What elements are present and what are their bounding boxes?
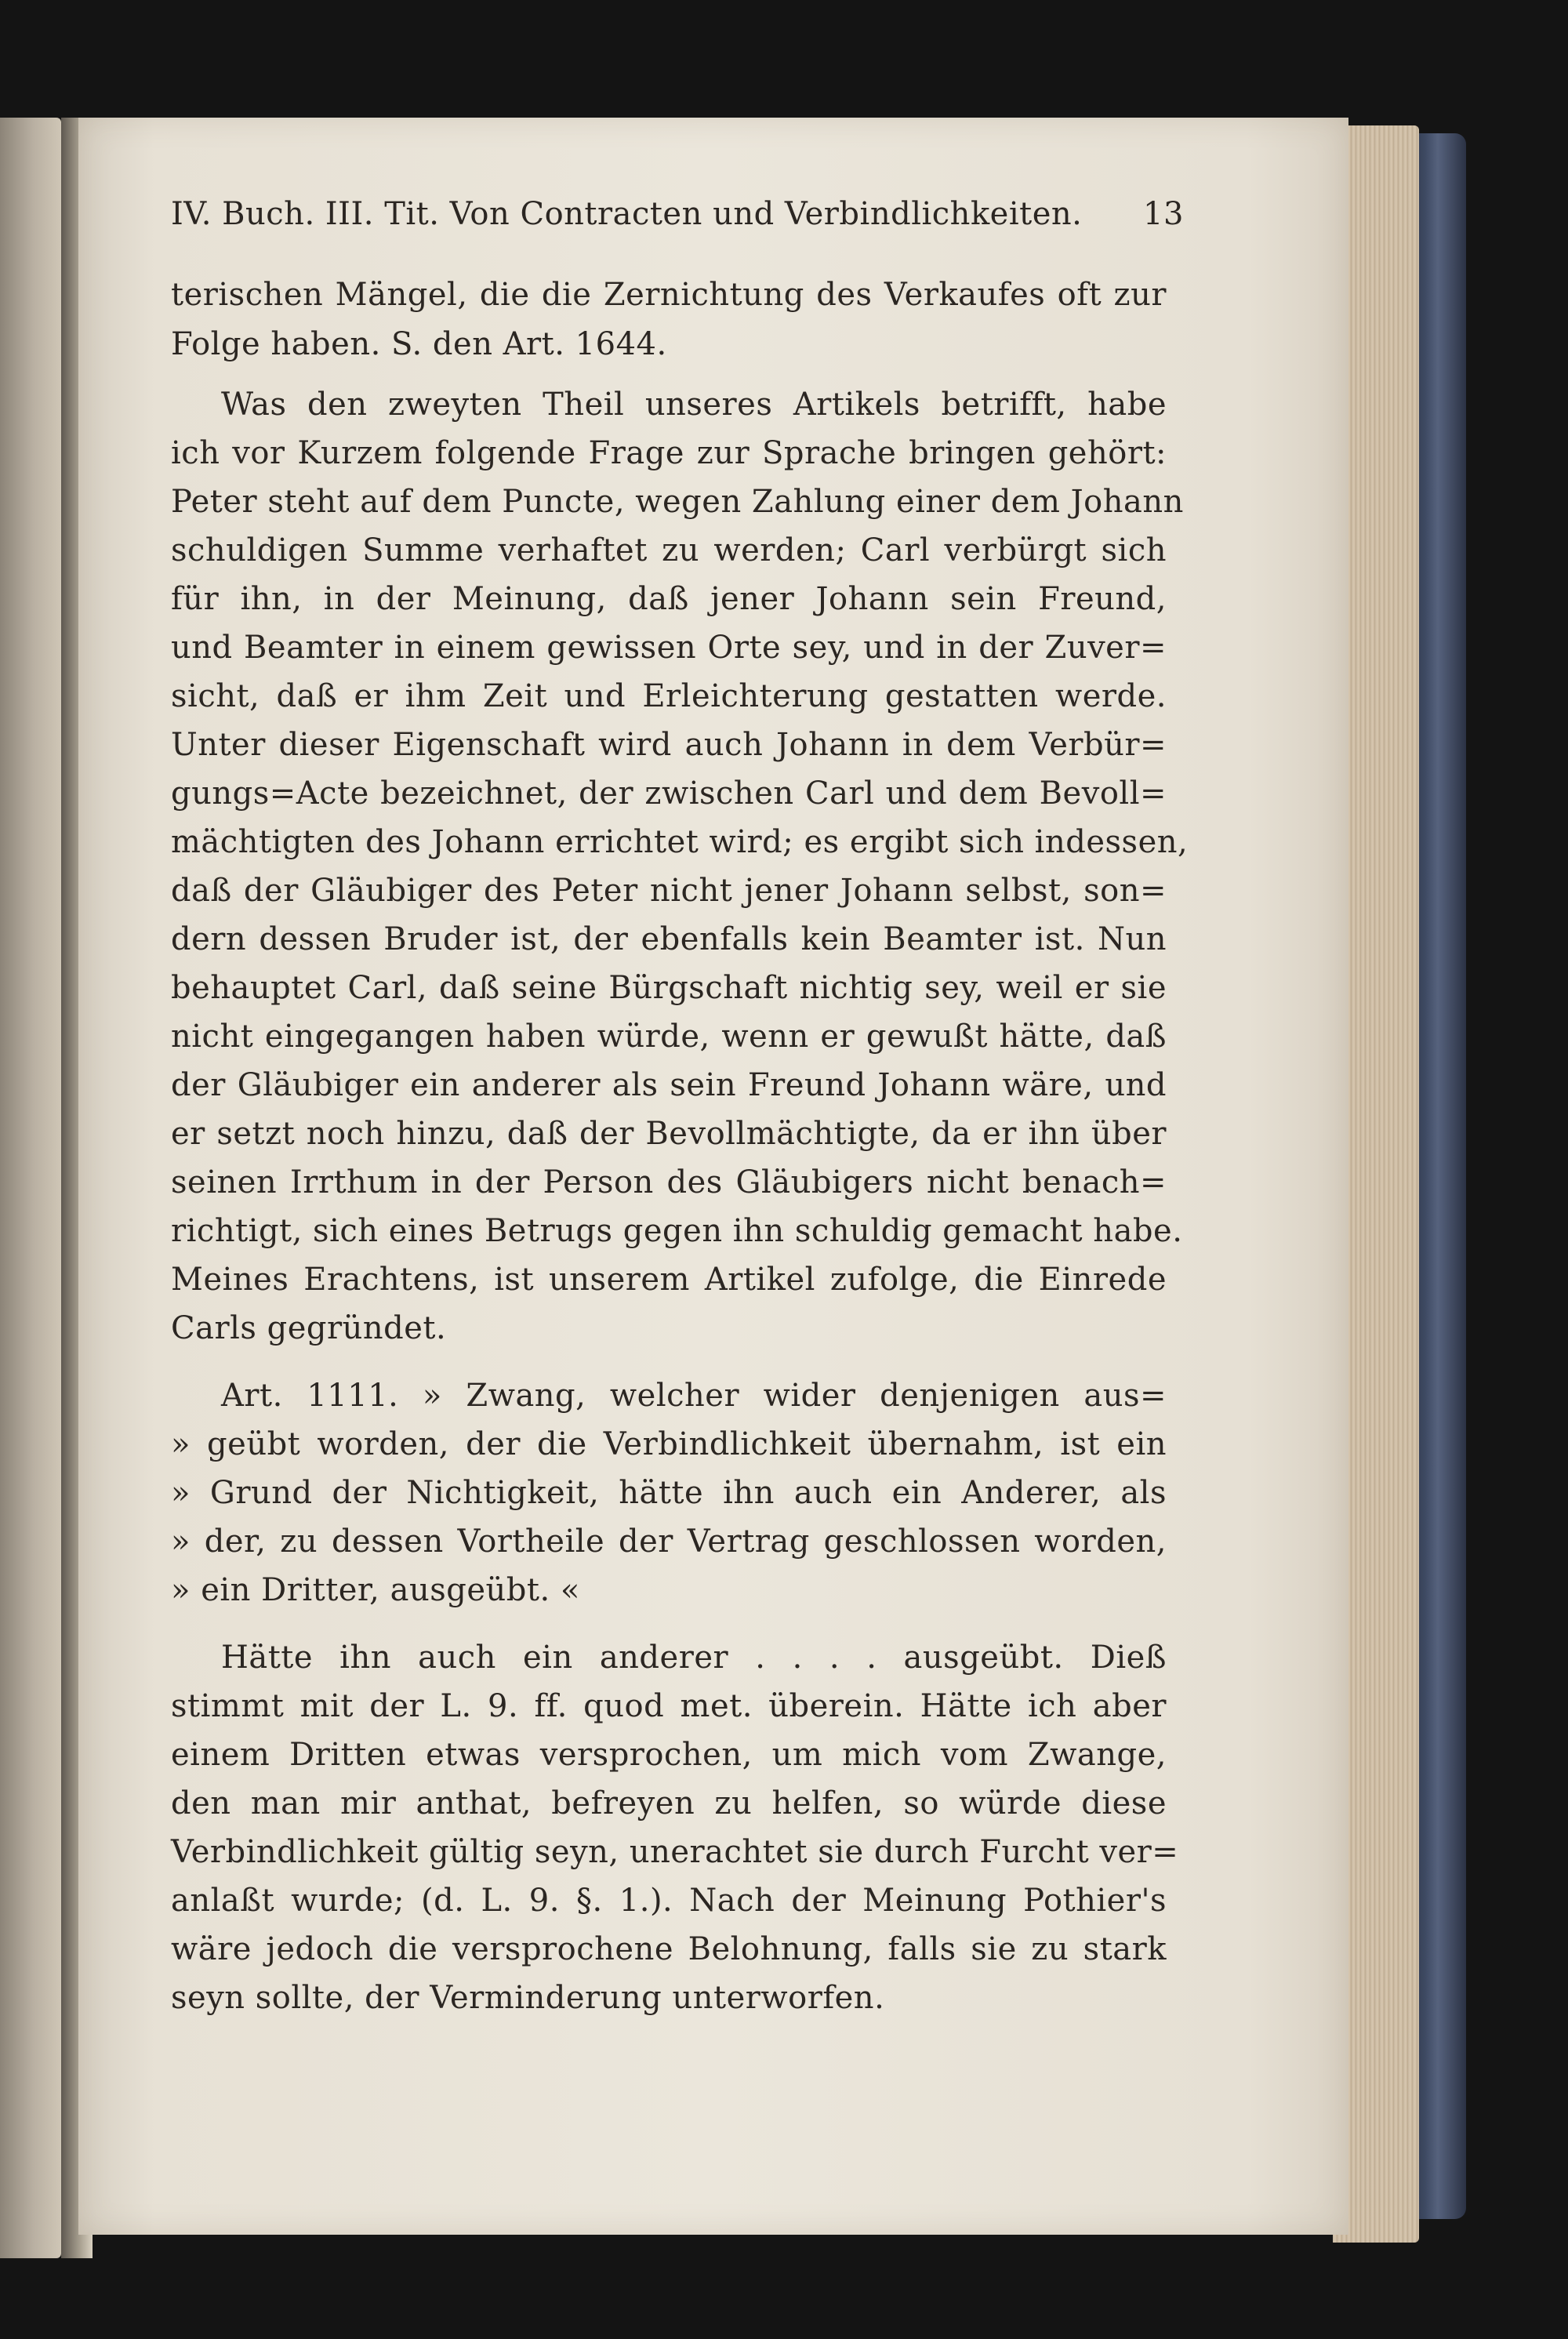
text-line: einem Dritten etwas versprochen, um mich vom Zwange,	[171, 1737, 1167, 1773]
text-line: mächtigten des Johann errichtet wird; es ergibt sich indessen,	[171, 824, 1189, 860]
text-line: schuldigen Summe verhaftet zu werden; Carl verbürgt sich	[171, 532, 1167, 568]
text-line: er setzt noch hinzu, daß der Bevollmächtigte, da er ihn über	[171, 1116, 1167, 1152]
text-line: seinen Irrthum in der Person des Gläubigers nicht benach=	[171, 1164, 1167, 1200]
text-line: richtigt, sich eines Betrugs gegen ihn schuldig gemacht habe.	[171, 1213, 1183, 1249]
header-title: IV. Buch. III. Tit. Von Contracten und Verbindlichkeiten.	[171, 196, 1083, 232]
text-line: den man mir anthat, befreyen zu helfen, so würde diese	[171, 1785, 1167, 1821]
text-line: » ein Dritter, ausgeübt. «	[171, 1572, 580, 1608]
text-line: Verbindlichkeit gültig seyn, unerachtet sie durch Furcht ver=	[171, 1834, 1179, 1870]
text-line: anlaßt wurde; (d. L. 9. §. 1.). Nach der Meinung Pothier's	[171, 1883, 1167, 1919]
text-line: Hätte ihn auch ein anderer . . . . ausgeübt. Dieß	[221, 1640, 1167, 1676]
text-line: Meines Erachtens, ist unserem Artikel zufolge, die Einrede	[171, 1262, 1167, 1298]
page-number: 13	[1143, 196, 1184, 232]
text-line: daß der Gläubiger des Peter nicht jener Johann selbst, son=	[171, 873, 1167, 909]
text-line: wäre jedoch die versprochene Belohnung, falls sie zu stark	[171, 1931, 1167, 1967]
running-header	[171, 196, 1190, 232]
text-line: » geübt worden, der die Verbindlichkeit übernahm, ist ein	[171, 1426, 1167, 1462]
article-heading-line: Art. 1111. » Zwang, welcher wider denjenigen aus=	[221, 1378, 1167, 1414]
text-line: Folge haben. S. den Art. 1644.	[171, 326, 667, 362]
text-line: terischen Mängel, die die Zernichtung des Verkaufes oft zur	[171, 277, 1167, 313]
text-line: » Grund der Nichtigkeit, hätte ihn auch ein Anderer, als	[171, 1475, 1167, 1511]
text-line: behauptet Carl, daß seine Bürgschaft nichtig sey, weil er sie	[171, 970, 1167, 1006]
text-line: gungs=Acte bezeichnet, der zwischen Carl und dem Bevoll=	[171, 775, 1167, 812]
text-line: für ihn, in der Meinung, daß jener Johann sein Freund,	[171, 581, 1167, 617]
text-line: der Gläubiger ein anderer als sein Freund Johann wäre, und	[171, 1067, 1167, 1103]
text-line: und Beamter in einem gewissen Orte sey, und in der Zuver=	[171, 630, 1167, 666]
text-line: Was den zweyten Theil unseres Artikels betrifft, habe	[221, 387, 1167, 423]
text-line: nicht eingegangen haben würde, wenn er gewußt hätte, daß	[171, 1019, 1167, 1055]
text-line: » der, zu dessen Vortheile der Vertrag geschlossen worden,	[171, 1524, 1167, 1560]
text-line: Peter steht auf dem Puncte, wegen Zahlung einer dem Johann	[171, 484, 1184, 520]
left-page-edge	[0, 118, 61, 2258]
text-line: Carls gegründet.	[171, 1310, 447, 1346]
text-line: seyn sollte, der Verminderung unterworfen.	[171, 1980, 885, 2016]
text-line: Unter dieser Eigenschaft wird auch Johann in dem Verbür=	[171, 727, 1167, 763]
text-line: stimmt mit der L. 9. ff. quod met. überein. Hätte ich aber	[171, 1688, 1167, 1724]
text-line: dern dessen Bruder ist, der ebenfalls kein Beamter ist. Nun	[171, 921, 1167, 957]
text-line: ich vor Kurzem folgende Frage zur Sprache bringen gehört:	[171, 435, 1167, 471]
text-line: sicht, daß er ihm Zeit und Erleichterung gestatten werde.	[171, 678, 1167, 714]
